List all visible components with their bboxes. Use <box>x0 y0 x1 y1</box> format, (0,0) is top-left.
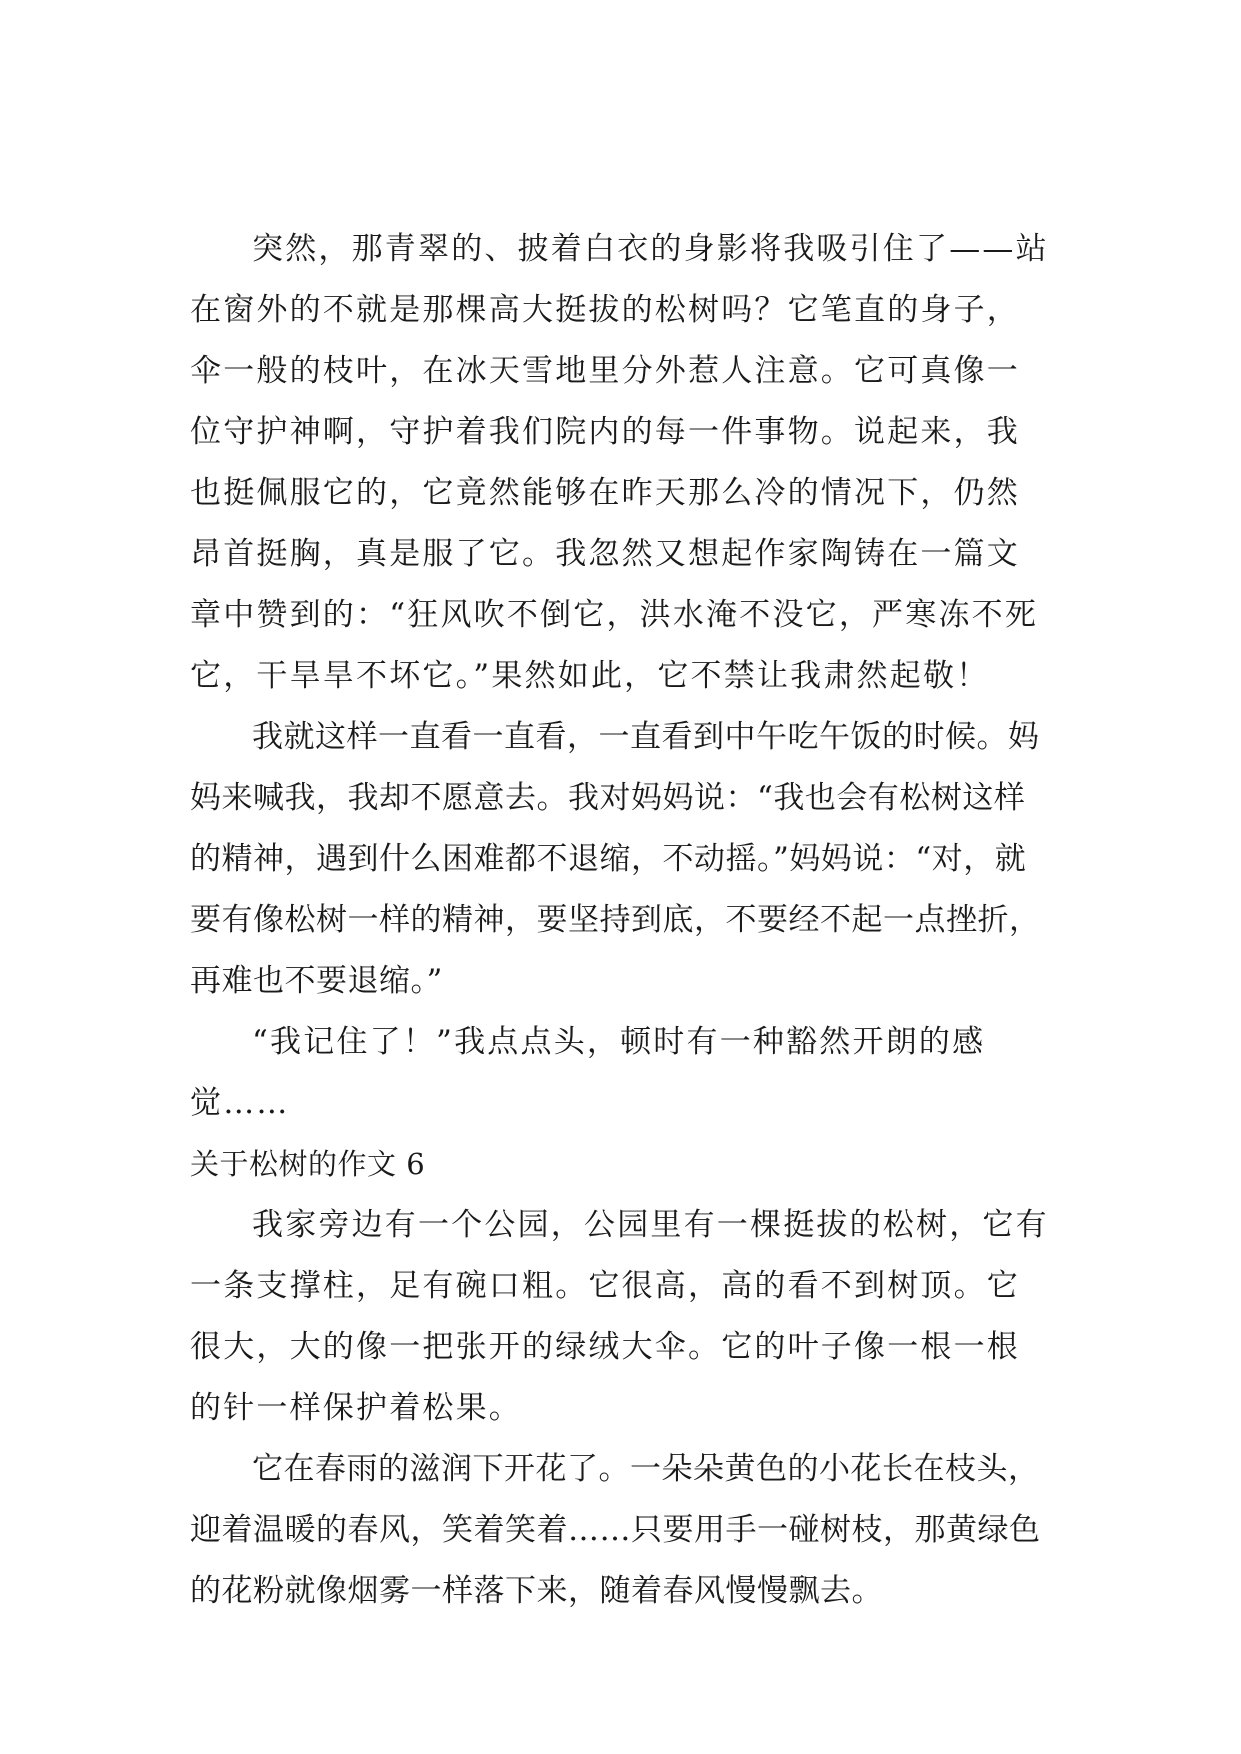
document-body <box>190 219 1050 1622</box>
paragraph-remember: “我记住了！”我点点头，顿时有一种豁然开朗的感觉…… <box>190 1024 986 1121</box>
paragraph-park-pine: 我家旁边有一个公园，公园里有一棵挺拔的松树，它有一条支撑柱，足有碗口粗。它很高，高的看不到树顶。它很大，大的像一把张开的绿绒大伞。它的叶子像一根一根的针一样保护着松果。 <box>190 1207 1049 1426</box>
paragraph-mother-dialogue: 我就这样一直看一直看，一直看到中午吃午饭的时候。妈妈来喊我，我却不愿意去。我对妈妈说：“我也会有松树这样的精神，遇到什么困难都不退缩，不动摇。”妈妈说：“对，就要有像松树一样的精神，要坚持到底，不要经不起一点挫折，再难也不要退缩。” <box>190 719 1041 999</box>
essay-heading: 关于松树的作文 6 <box>190 1147 426 1181</box>
paragraph-spring-flowers: 它在春雨的滋润下开花了。一朵朵黄色的小花长在枝头，迎着温暖的春风，笑着笑着……只要用手一碰树枝，那黄绿色的花粉就像烟雾一样落下来，随着春风慢慢飘去。 <box>190 1451 1041 1609</box>
paragraph-pine-guardian: 突然，那青翠的、披着白衣的身影将我吸引住了——站在窗外的不就是那棵高大挺拔的松树吗？它笔直的身子，伞一般的枝叶，在冰天雪地里分外惹人注意。它可真像一位守护神啊，守护着我们院内的每一件事物。说起来，我也挺佩服它的，它竟然能够在昨天那么冷的情况下，仍然昂首挺胸，真是服了它。我忽然又想起作家陶铸在一篇文章中赞到的：“狂风吹不倒它，洪水淹不没它，严寒冻不死它，干旱旱不坏它。”果然如此，它不禁让我肃然起敬！ <box>190 231 1049 694</box>
